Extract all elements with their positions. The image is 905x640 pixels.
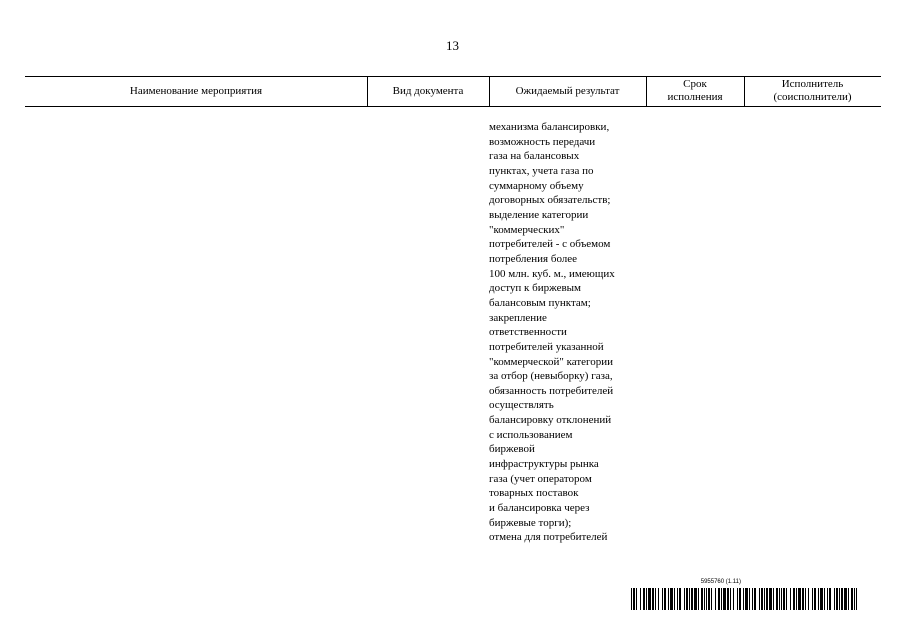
header-expected-result: Ожидаемый результат	[515, 84, 620, 97]
barcode-icon	[631, 588, 857, 610]
header-executor: Исполнитель (соисполнители)	[773, 78, 852, 103]
page-number: 13	[446, 38, 459, 53]
header-activity-name: Наименование мероприятия	[129, 84, 263, 97]
header-deadline: Срок исполнения	[667, 78, 723, 103]
header-document-type: Вид документа	[392, 84, 464, 97]
table-header-bottom-rule	[25, 106, 881, 107]
expected-result-cell: механизма балансировки, возможность передачи газа на балансовых пунктах, учета газа по суммарному объему договорных обязательств; выделение категории "коммерческих" потребителей - с объемом потребления более 100 млн. куб. м., имеющих доступ к биржевым балансовым пунктам; закрепление ответственности потребителей указанной "коммерческой" категории за отбор (невыборку) газа, обязанность потребителей осуществлять балансировку отклонений с использованием биржевой инфраструктуры рынка газа (учет оператором товарных поставок и балансировка через биржевые торги); отмена для потребителей	[489, 121, 615, 544]
barcode-caption: 5955760 (1.11)	[700, 579, 741, 585]
